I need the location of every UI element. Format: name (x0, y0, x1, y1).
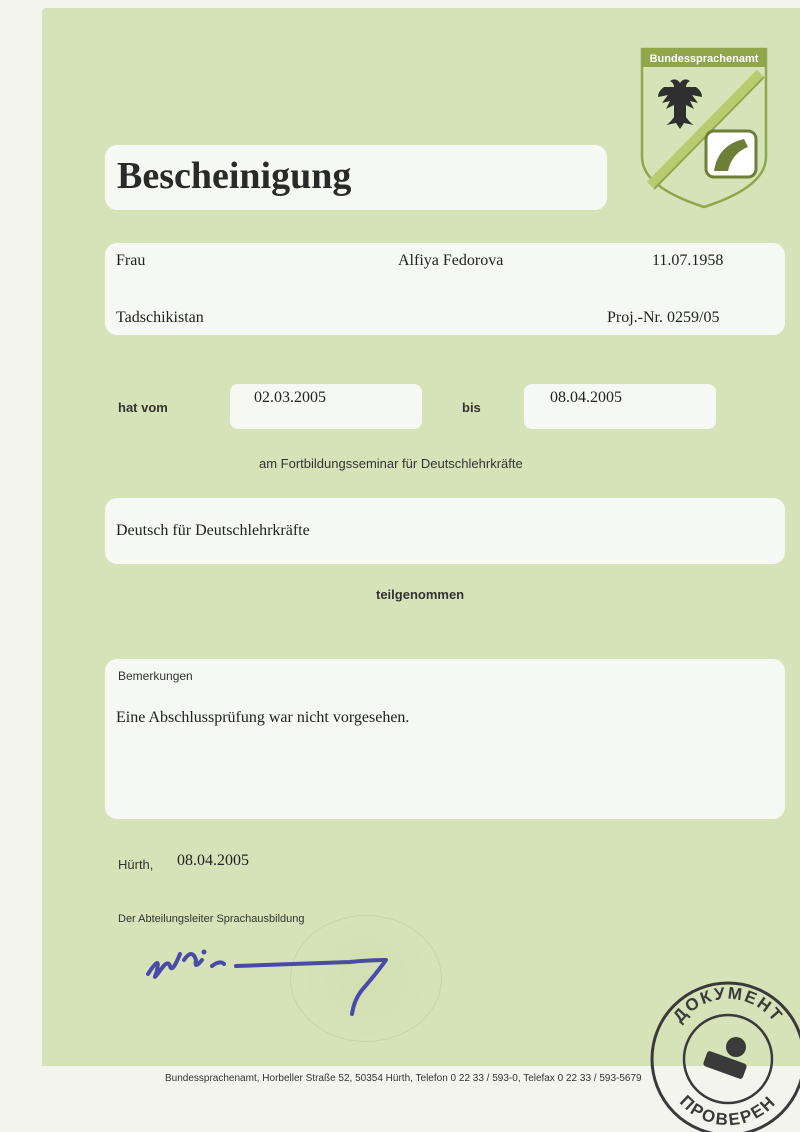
salutation: Frau (116, 252, 146, 269)
remarks-text: Eine Abschlussprüfung war nicht vorgesehen. (116, 709, 410, 726)
signatory-title: Der Abteilungsleiter Sprachausbildung (118, 913, 305, 925)
place: Hürth, (118, 857, 154, 872)
stamp-bottom-text: ПРОВЕРЕН (676, 1091, 780, 1130)
from-date: 02.03.2005 (254, 389, 326, 406)
country: Tadschikistan (116, 309, 204, 326)
agency-logo (640, 47, 768, 209)
seminar-text: am Fortbildungsseminar für Deutschlehrkräfte (259, 456, 523, 471)
from-label: hat vom (118, 400, 168, 415)
project-number: Proj.-Nr. 0259/05 (607, 309, 720, 326)
stamp-top-text: ДОКУМЕНТ (669, 983, 787, 1027)
page-title: Bescheinigung (117, 155, 352, 197)
person-name: Alfiya Fedorova (398, 252, 504, 269)
eagle-coat-of-arms-icon (658, 79, 702, 129)
stamp-emblem-icon (703, 1037, 748, 1080)
verification-stamp (648, 975, 800, 1132)
birth-date: 11.07.1958 (652, 252, 724, 269)
agency-name: Bundessprachenamt (649, 53, 759, 65)
remarks-box (105, 659, 785, 819)
to-label: bis (462, 400, 481, 415)
course-name: Deutsch für Deutschlehrkräfte (116, 522, 310, 539)
participation-status: teilgenommen (376, 587, 465, 602)
issue-date: 08.04.2005 (177, 852, 249, 869)
course-emblem-icon (706, 131, 756, 177)
remarks-label: Bemerkungen (118, 669, 193, 683)
to-date: 08.04.2005 (550, 389, 622, 406)
signature (140, 930, 400, 1020)
footer-address: Bundessprachenamt, Horbeller Straße 52, 50354 Hürth, Telefon 0 22 33 / 593-0, Telefax 0 22 33 / 593-5679 (165, 1073, 642, 1084)
